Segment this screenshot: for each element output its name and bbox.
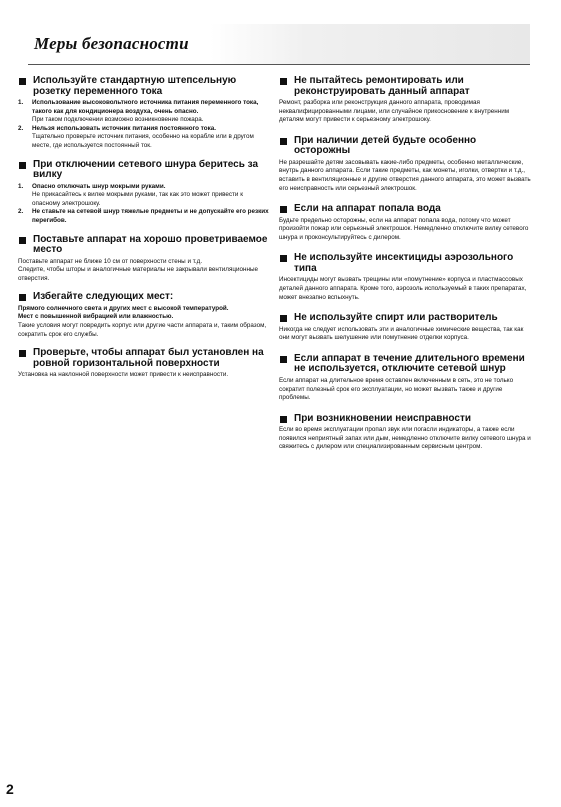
square-bullet-icon bbox=[280, 315, 287, 322]
item-bold-text: Использование высоковольтного источника питания переменного тока, такого как для кондиционера воздуха, очень опасно. bbox=[32, 99, 259, 115]
section-heading bbox=[279, 253, 531, 274]
section-text: Никогда не следует использовать эти и аналогичные химические вещества, так как они могут вызвать шелушение или помутнение отделки корпуса. bbox=[279, 325, 524, 342]
heading-text: Если на аппарат попала вода bbox=[294, 203, 441, 215]
section-alcohol bbox=[279, 313, 531, 343]
section-water bbox=[279, 204, 531, 242]
item-text: При таком подключении возможно возникновение пожара. bbox=[32, 116, 204, 124]
item-bold-text: Не ставьте на сетевой шнур тяжелые предметы и не допускайте его резких перегибов. bbox=[32, 208, 269, 224]
heading-text: При наличии детей будьте особенно осторожны bbox=[294, 134, 477, 157]
section-heading bbox=[18, 348, 270, 369]
right-column bbox=[279, 76, 531, 460]
item-bold-text: Опасно отключать шнур мокрыми руками. bbox=[32, 182, 166, 190]
section-heading bbox=[18, 235, 270, 256]
heading-text: При отключении сетевого шнура беритесь за вилку bbox=[33, 158, 259, 181]
section-text: Если во время эксплуатации пропал звук или погасли индикаторы, а также если появился неприятный запах или дым, немедленно отключите вилку сетевого шнура и свяжитесь с дилером или специализированным сервисным центром. bbox=[279, 426, 531, 451]
square-bullet-icon bbox=[280, 255, 287, 262]
heading-text: Поставьте аппарат на хорошо проветриваемое место bbox=[33, 233, 268, 256]
heading-text: Проверьте, чтобы аппарат был установлен на ровной горизонтальной поверхности bbox=[33, 347, 264, 369]
heading-text: Избегайте следующих мест: bbox=[33, 291, 174, 303]
section-long-unused bbox=[279, 354, 531, 403]
heading-text: Не используйте спирт или растворитель bbox=[294, 312, 498, 324]
section-text: Такие условия могут повредить корпус или другие части аппарата и, таким образом, сократить срок его службы. bbox=[18, 322, 267, 338]
item-number: 2. bbox=[18, 124, 24, 132]
item-text: Не прикасайтесь к вилке мокрыми руками, так как это может привести к опасному электрошоку. bbox=[32, 191, 243, 207]
section-malfunction bbox=[279, 414, 531, 452]
section-heading bbox=[279, 76, 531, 97]
square-bullet-icon bbox=[19, 237, 26, 244]
item-number: 2. bbox=[18, 208, 24, 216]
square-bullet-icon bbox=[19, 78, 26, 85]
square-bullet-icon bbox=[280, 416, 287, 423]
section-text: Инсектициды могут вызвать трещины или «помутнение» корпуса и пластмассовых деталей данного аппарата. Кроме того, аэрозоль используемый в таких препаратах, может внезапно вспыхнуть. bbox=[279, 276, 527, 301]
item-number: 1. bbox=[18, 182, 24, 190]
section-unplug bbox=[18, 160, 270, 226]
item-text: Тщательно проверьте источник питания, особенно на корабле или в другом месте, где используется постоянный ток. bbox=[32, 133, 254, 149]
page-title: Меры безопасности bbox=[34, 34, 189, 53]
section-text: Ремонт, разборка или реконструкция данного аппарата, проводимая неквалифицированными лицами, или случайное прикосновение к внутренним деталям могут привести к серьезному электрошоку. bbox=[279, 99, 510, 124]
section-insecticides bbox=[279, 253, 531, 302]
section-no-repair bbox=[279, 76, 531, 125]
square-bullet-icon bbox=[19, 162, 26, 169]
title-shading bbox=[210, 24, 530, 64]
section-power-outlet bbox=[18, 76, 270, 151]
section-heading bbox=[18, 76, 270, 97]
section-level-surface bbox=[18, 348, 270, 380]
numbered-item bbox=[18, 125, 270, 151]
section-bold-text: Мест с повышенной вибрацией или влажностью. bbox=[18, 313, 174, 321]
section-heading bbox=[279, 313, 531, 324]
section-children bbox=[279, 136, 531, 193]
heading-text: Используйте стандартную штепсельную розетку переменного тока bbox=[33, 75, 237, 97]
square-bullet-icon bbox=[19, 294, 26, 301]
page-number: 2 bbox=[6, 781, 14, 797]
section-heading bbox=[279, 354, 531, 375]
section-text: Поставьте аппарат не ближе 10 см от поверхности стены и т.д. bbox=[18, 257, 203, 265]
heading-text: Не используйте инсектициды аэрозольного типа bbox=[294, 252, 514, 274]
square-bullet-icon bbox=[280, 356, 287, 363]
section-text: Не разрешайте детям засовывать какие-либо предметы, особенно металлические, внутрь данного аппарата. Если такие предметы, как монеты, иголки, отвертки и т.д., вставить в вентиляционные и другие отверстия данного аппарата, это может вызвать его неисправность или серьезный электрошок. bbox=[279, 158, 531, 192]
numbered-item bbox=[18, 183, 270, 209]
section-text: Будьте предельно осторожны, если на аппарат попала вода, потому что может произойти пожар или серьезный электрошок. Немедленно отключите вилку сетевого шнура и проконсультируйтесь с дилером. bbox=[279, 216, 529, 241]
square-bullet-icon bbox=[280, 78, 287, 85]
title-divider bbox=[28, 64, 530, 65]
section-heading bbox=[279, 136, 531, 157]
section-bold-text: Прямого солнечного света и других мест с высокой температурой. bbox=[18, 304, 229, 312]
numbered-item bbox=[18, 208, 270, 225]
section-text: Установка на наклонной поверхности может привести к неисправности. bbox=[18, 371, 229, 379]
item-number: 1. bbox=[18, 99, 24, 106]
square-bullet-icon bbox=[280, 206, 287, 213]
numbered-item bbox=[18, 99, 270, 125]
section-heading bbox=[18, 292, 270, 303]
section-heading bbox=[279, 414, 531, 425]
square-bullet-icon bbox=[280, 138, 287, 145]
heading-text: Не пытайтесь ремонтировать или реконструировать данный аппарат bbox=[294, 75, 470, 97]
item-bold-text: Нельзя использовать источник питания постоянного тока. bbox=[32, 124, 217, 132]
heading-text: При возникновении неисправности bbox=[294, 412, 472, 424]
section-ventilation bbox=[18, 235, 270, 284]
left-column bbox=[18, 76, 270, 388]
section-text: Следите, чтобы шторы и аналогичные материалы не закрывали вентиляционные отверстия. bbox=[18, 266, 259, 282]
section-avoid-places bbox=[18, 292, 270, 339]
section-heading bbox=[18, 160, 270, 181]
section-heading bbox=[279, 204, 531, 215]
square-bullet-icon bbox=[19, 350, 26, 357]
section-text: Если аппарат на длительное время оставлен включенным в сеть, это не только сократит полезный срок его эксплуатации, но может вызвать также и другие проблемы. bbox=[279, 376, 514, 402]
heading-text: Если аппарат в течение длительного времени не используется, отключите сетевой шнур bbox=[294, 352, 525, 375]
